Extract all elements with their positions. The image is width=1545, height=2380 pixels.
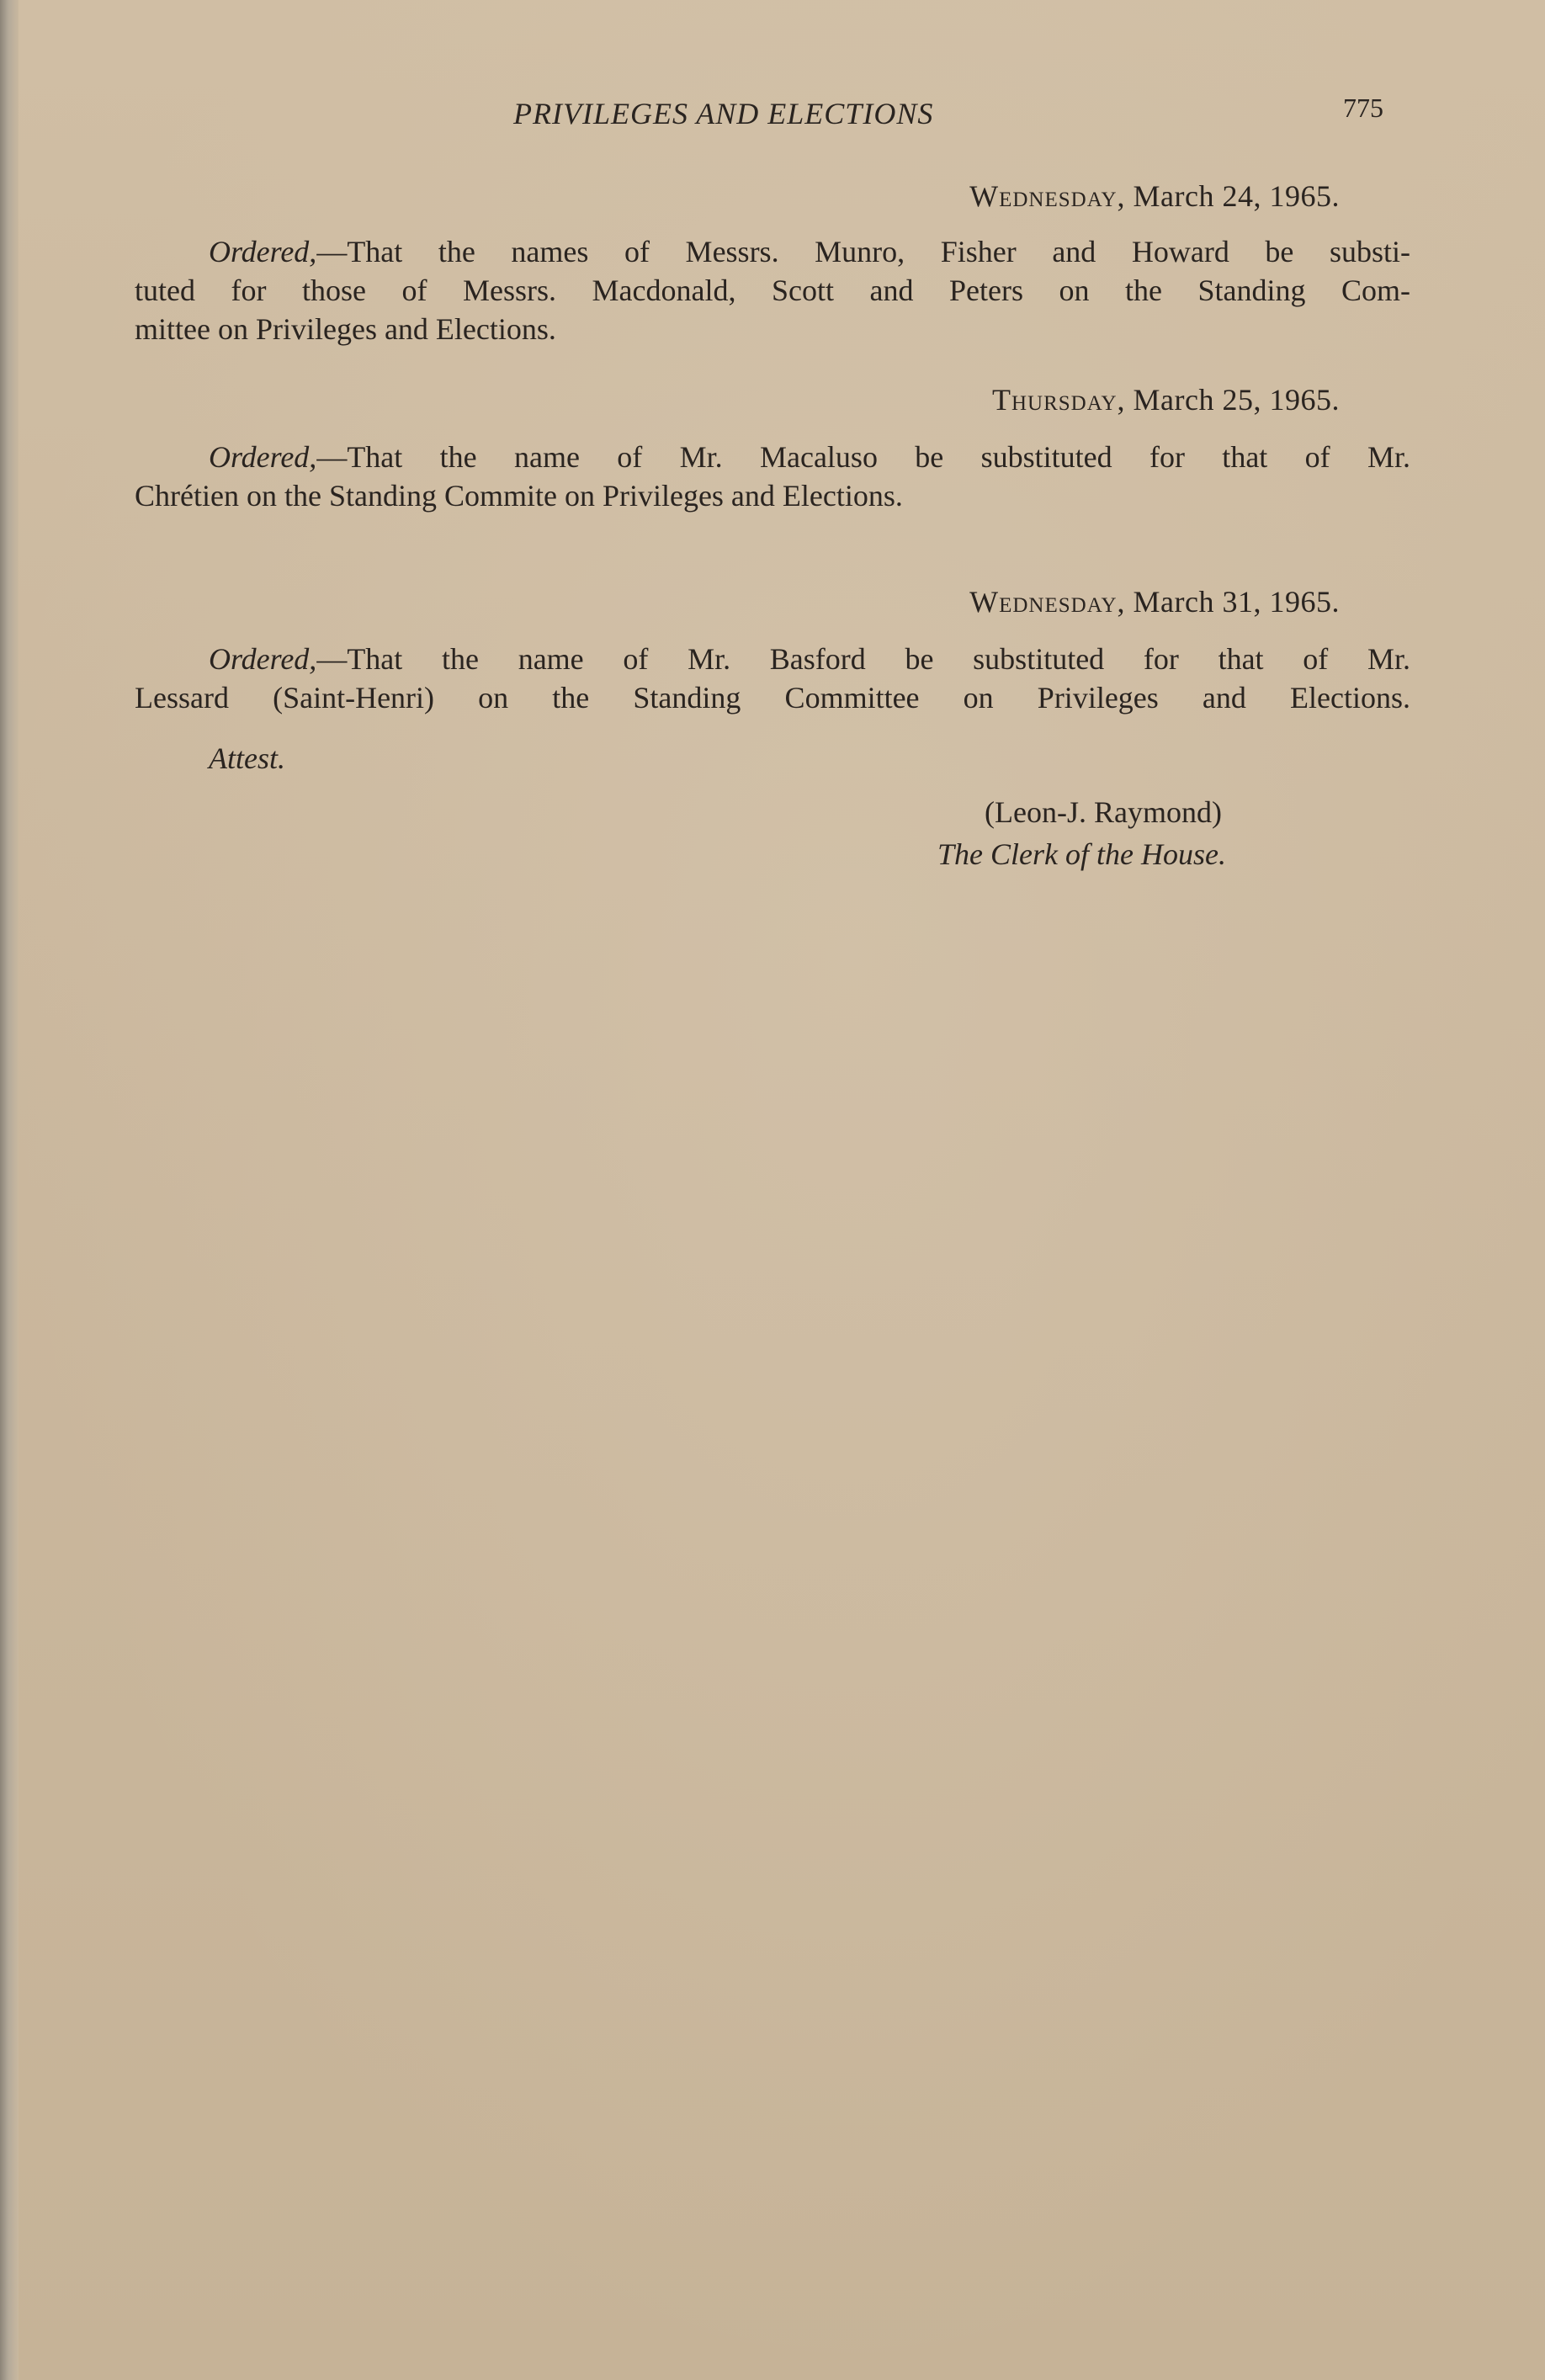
attest-label: Attest. xyxy=(209,741,285,775)
running-head xyxy=(0,93,1545,138)
entry-paragraph xyxy=(135,438,1410,515)
signature-name: (Leon-J. Raymond) xyxy=(985,795,1222,829)
line-text: —That the name of Mr. Basford be substituted for that of Mr. xyxy=(316,642,1410,676)
entry-date-text: , March 25, 1965. xyxy=(1117,383,1340,417)
entry-day: Wednesday xyxy=(969,179,1118,213)
paragraph-line: mittee on Privileges and Elections. xyxy=(135,312,556,346)
entry-paragraph xyxy=(135,640,1410,717)
paragraph-line: tuted for those of Messrs. Macdonald, Scott and Peters on the Standing Com- xyxy=(135,274,1410,307)
paragraph-line xyxy=(135,640,1410,678)
paragraph-line: Chrétien on the Standing Commite on Privileges and Elections. xyxy=(135,479,903,513)
entry-date xyxy=(992,382,1340,417)
ordered-label: Ordered, xyxy=(209,440,317,474)
entry-day: Thursday xyxy=(991,383,1118,417)
signature-title: The Clerk of the House. xyxy=(937,837,1226,871)
entry-date-text: , March 24, 1965. xyxy=(1117,179,1340,213)
entry-paragraph xyxy=(135,232,1410,348)
line-text: —That the names of Messrs. Munro, Fisher and Howard be substi- xyxy=(316,235,1410,268)
entry-date xyxy=(969,584,1340,619)
entry-date xyxy=(969,178,1340,214)
page-number: 775 xyxy=(1343,93,1383,123)
ordered-label: Ordered, xyxy=(209,642,317,676)
paragraph-line: Lessard (Saint-Henri) on the Standing Committee on Privileges and Elections. xyxy=(135,681,1410,715)
paragraph-line xyxy=(135,438,1410,476)
paragraph-line xyxy=(135,232,1410,271)
book-spine-edge xyxy=(0,0,19,2380)
entry-day: Wednesday xyxy=(969,585,1118,619)
running-title: PRIVILEGES AND ELECTIONS xyxy=(513,97,934,130)
entry-date-text: , March 31, 1965. xyxy=(1117,585,1340,619)
line-text: —That the name of Mr. Macaluso be substituted for that of Mr. xyxy=(316,440,1410,474)
ordered-label: Ordered, xyxy=(209,235,317,268)
